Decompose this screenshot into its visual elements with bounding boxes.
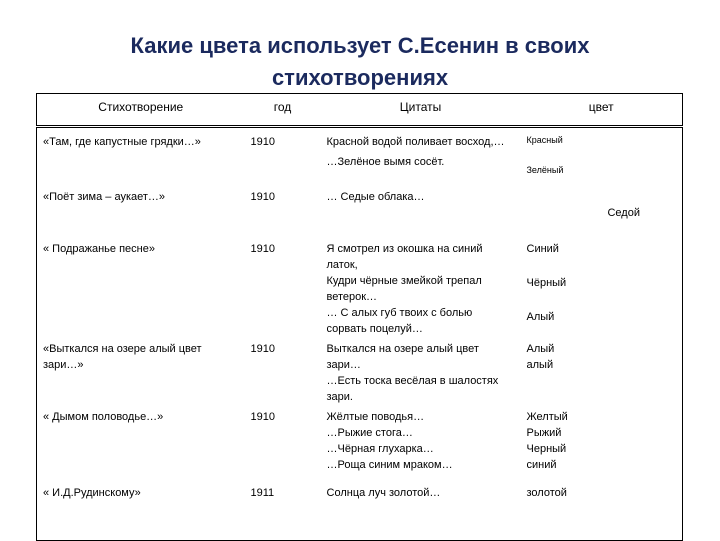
poem-cell: « Дымом половодье…» <box>43 410 164 423</box>
table-row <box>37 339 683 407</box>
color-value: Зелёный <box>526 165 564 175</box>
header-quotes: Цитаты <box>321 94 521 127</box>
color-value: Черный <box>526 442 567 455</box>
poems-table <box>36 93 683 541</box>
poem-cell: «Выткался на озере алый цвет зари…» <box>43 342 202 371</box>
color-cell <box>521 339 683 407</box>
color-value: Рыжий <box>526 426 562 439</box>
color-value: Синий <box>526 242 559 255</box>
table-row <box>37 239 683 339</box>
color-cell <box>521 483 683 541</box>
quote-line: … Седые облака… <box>326 190 425 203</box>
title-line-2: стихотворениях <box>271 65 449 90</box>
quote-line: Жёлтые поводья… <box>326 410 425 423</box>
year-cell: 1910 <box>250 190 275 203</box>
poem-cell: « Подражанье песне» <box>43 242 155 255</box>
quotes-cell <box>321 239 521 339</box>
color-value: Алый <box>526 342 555 355</box>
header-color: цвет <box>521 94 683 127</box>
quotes-cell <box>321 339 521 407</box>
quotes-cell <box>321 407 521 483</box>
color-cell <box>521 187 683 239</box>
table-row <box>37 127 683 187</box>
header-poem: Стихотворение <box>37 94 245 127</box>
quote-line: Солнца луч золотой… <box>326 486 441 499</box>
quote-line: Кудри чёрные змейкой трепал ветерок… <box>326 274 482 303</box>
table-row <box>37 407 683 483</box>
quote-line: …Есть тоска весёлая в шалостях зари. <box>326 374 499 403</box>
header-year: год <box>245 94 321 127</box>
color-value: Чёрный <box>526 276 567 289</box>
color-value: синий <box>526 458 557 471</box>
year-cell: 1911 <box>250 486 275 499</box>
color-value: Желтый <box>526 410 568 423</box>
quote-line: …Зелёное вымя сосёт. <box>326 156 445 168</box>
color-value: Алый <box>526 310 555 323</box>
color-cell <box>521 407 683 483</box>
year-cell: 1910 <box>250 342 275 355</box>
year-cell: 1910 <box>250 242 275 255</box>
quote-line: Я смотрел из окошка на синий латок, <box>326 242 483 271</box>
year-cell: 1910 <box>250 410 275 423</box>
poem-cell: «Поёт зима – аукает…» <box>43 190 166 203</box>
poem-cell: « И.Д.Рудинскому» <box>43 486 141 499</box>
quotes-cell <box>321 483 521 541</box>
color-value: золотой <box>526 486 567 499</box>
quote-line: … С алых губ твоих с болью сорвать поцелуй… <box>326 306 473 335</box>
color-value: алый <box>526 358 554 371</box>
year-cell: 1910 <box>250 136 275 148</box>
table-row <box>37 483 683 541</box>
table-row <box>37 187 683 239</box>
color-value: Седой <box>607 206 640 219</box>
quotes-cell <box>321 187 521 239</box>
quote-line: Выткался на озере алый цвет зари… <box>326 342 479 371</box>
quote-line: …Чёрная глухарка… <box>326 442 434 455</box>
quote-line: Красной водой поливает восход,… <box>326 136 505 148</box>
quote-line: …Роща синим мраком… <box>326 458 453 471</box>
color-cell <box>521 239 683 339</box>
color-cell <box>521 127 683 187</box>
title-line-1: Какие цвета использует С.Есенин в своих <box>130 33 590 58</box>
quotes-cell <box>321 127 521 187</box>
quote-line: …Рыжие стога… <box>326 426 413 439</box>
page-title <box>60 30 660 94</box>
poem-cell: «Там, где капустные грядки…» <box>43 136 201 148</box>
color-value: Красный <box>526 135 563 145</box>
header-row <box>37 94 683 127</box>
